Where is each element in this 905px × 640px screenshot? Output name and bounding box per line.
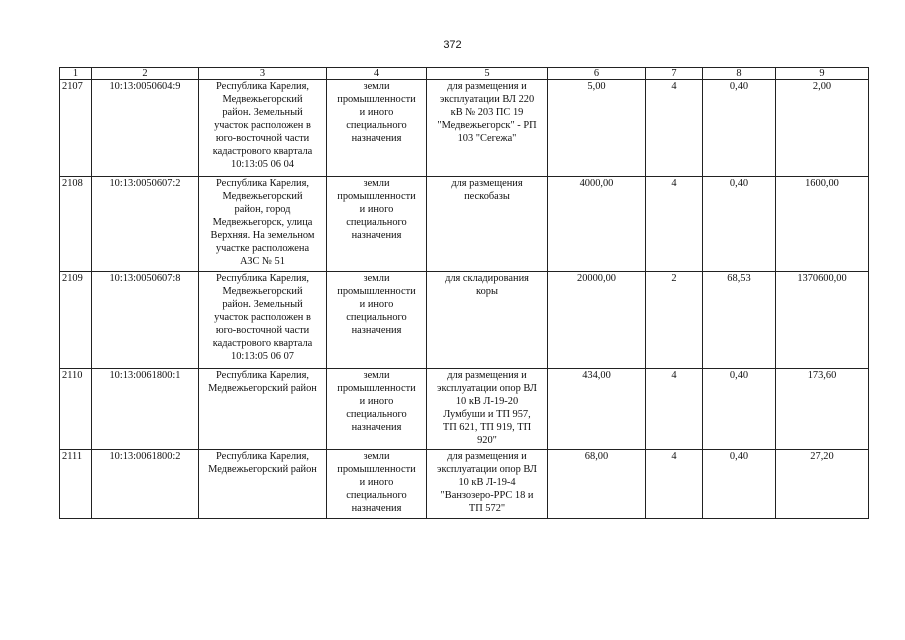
- location-cell: Республика Карелия, Медвежьегорский район. Земельный участок расположен в юго-восточной части кадастрового квартала 10:13:05 06 04: [199, 80, 327, 177]
- land-category-cell: земли промышленности и иного специального назначения: [327, 80, 427, 177]
- row-number-cell: 2111: [60, 450, 92, 519]
- area-cell: 434,00: [548, 369, 646, 450]
- column-header: 5: [427, 68, 548, 80]
- column-header: 6: [548, 68, 646, 80]
- land-category-cell: земли промышленности и иного специального назначения: [327, 177, 427, 272]
- column-7-cell: 4: [646, 450, 703, 519]
- column-8-cell: 68,53: [703, 272, 776, 369]
- table-row: [60, 80, 869, 177]
- column-header: 7: [646, 68, 703, 80]
- row-number-cell: 2108: [60, 177, 92, 272]
- location-cell: Республика Карелия, Медвежьегорский район. Земельный участок расположен в юго-восточной части кадастрового квартала 10:13:05 06 07: [199, 272, 327, 369]
- cadastral-number-cell: 10:13:0050607:2: [92, 177, 199, 272]
- table-row: [60, 272, 869, 369]
- row-number-cell: 2109: [60, 272, 92, 369]
- table-header-row: [60, 68, 869, 80]
- column-9-cell: 1370600,00: [776, 272, 869, 369]
- column-8-cell: 0,40: [703, 450, 776, 519]
- permitted-use-cell: для размещения и эксплуатации ВЛ 220 кВ № 203 ПС 19 "Медвежьегорск" - РП 103 "Сегежа": [427, 80, 548, 177]
- column-header: 2: [92, 68, 199, 80]
- permitted-use-cell: для размещения и эксплуатации опор ВЛ 10 кВ Л-19-20 Лумбуши и ТП 957, ТП 621, ТП 919, ТП 920": [427, 369, 548, 450]
- column-8-cell: 0,40: [703, 80, 776, 177]
- row-number-cell: 2110: [60, 369, 92, 450]
- location-cell: Республика Карелия, Медвежьегорский район: [199, 450, 327, 519]
- column-7-cell: 4: [646, 177, 703, 272]
- cadastral-number-cell: 10:13:0050604:9: [92, 80, 199, 177]
- area-cell: 68,00: [548, 450, 646, 519]
- column-9-cell: 1600,00: [776, 177, 869, 272]
- cadastral-number-cell: 10:13:0061800:1: [92, 369, 199, 450]
- table-row: [60, 369, 869, 450]
- column-9-cell: 2,00: [776, 80, 869, 177]
- table-row: [60, 177, 869, 272]
- column-9-cell: 173,60: [776, 369, 869, 450]
- land-registry-table: [59, 67, 869, 519]
- area-cell: 5,00: [548, 80, 646, 177]
- column-header: 3: [199, 68, 327, 80]
- area-cell: 20000,00: [548, 272, 646, 369]
- area-cell: 4000,00: [548, 177, 646, 272]
- cadastral-number-cell: 10:13:0050607:8: [92, 272, 199, 369]
- column-header: 1: [60, 68, 92, 80]
- column-7-cell: 2: [646, 272, 703, 369]
- row-number-cell: 2107: [60, 80, 92, 177]
- cadastral-number-cell: 10:13:0061800:2: [92, 450, 199, 519]
- column-8-cell: 0,40: [703, 369, 776, 450]
- column-9-cell: 27,20: [776, 450, 869, 519]
- column-7-cell: 4: [646, 80, 703, 177]
- location-cell: Республика Карелия, Медвежьегорский район, город Медвежьегорск, улица Верхняя. На земельном участке расположена АЗС № 51: [199, 177, 327, 272]
- land-category-cell: земли промышленности и иного специального назначения: [327, 450, 427, 519]
- location-cell: Республика Карелия, Медвежьегорский район: [199, 369, 327, 450]
- land-category-cell: земли промышленности и иного специального назначения: [327, 369, 427, 450]
- land-category-cell: земли промышленности и иного специального назначения: [327, 272, 427, 369]
- column-7-cell: 4: [646, 369, 703, 450]
- column-8-cell: 0,40: [703, 177, 776, 272]
- permitted-use-cell: для складирования коры: [427, 272, 548, 369]
- column-header: 4: [327, 68, 427, 80]
- column-header: 9: [776, 68, 869, 80]
- table-row: [60, 450, 869, 519]
- column-header: 8: [703, 68, 776, 80]
- permitted-use-cell: для размещения пескобазы: [427, 177, 548, 272]
- page-number: 372: [443, 39, 462, 51]
- permitted-use-cell: для размещения и эксплуатации опор ВЛ 10 кВ Л-19-4 "Ванзозеро-РРС 18 и ТП 572": [427, 450, 548, 519]
